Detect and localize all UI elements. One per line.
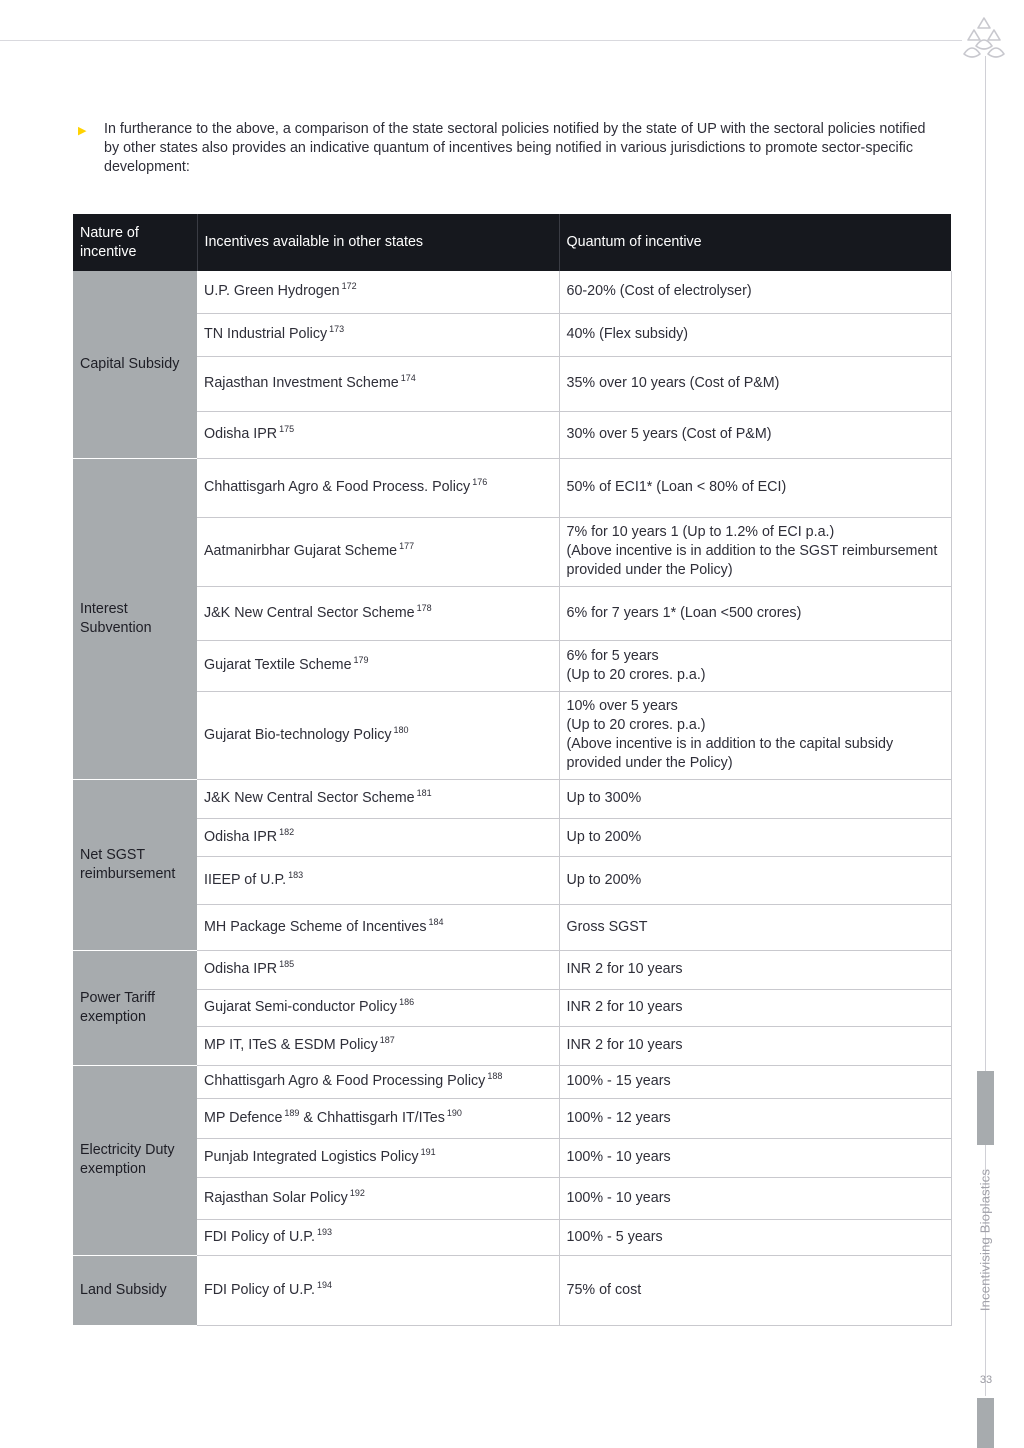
table-row <box>73 517 951 586</box>
scheme-cell: Gujarat Textile Scheme $^{179}$ <box>197 640 559 691</box>
scheme-cell: Aatmanirbhar Gujarat Scheme $^{177}$ <box>197 517 559 586</box>
header-rule <box>0 40 962 41</box>
table-row <box>73 640 951 691</box>
quantum-cell: 10% over 5 years (Up to 20 crores. p.a.) (Above incentive is in addition to the capital subsidy provided under the Policy) <box>559 691 951 779</box>
table-header-row <box>73 214 951 271</box>
scheme-cell: Odisha IPR $^{185}$ <box>197 950 559 989</box>
table-row <box>73 458 951 517</box>
table-row <box>73 779 951 818</box>
scheme-cell: Chhattisgarh Agro & Food Process. Policy $^{176}$ <box>197 458 559 517</box>
quantum-cell: 100% - 5 years <box>559 1219 951 1255</box>
quantum-cell: Up to 300% <box>559 779 951 818</box>
table-row <box>73 313 951 356</box>
quantum-cell: 6% for 5 years (Up to 20 crores. p.a.) <box>559 640 951 691</box>
table-row <box>73 856 951 904</box>
quantum-cell: Up to 200% <box>559 818 951 856</box>
table-row <box>73 691 951 779</box>
table-row <box>73 1026 951 1065</box>
quantum-cell: 100% - 10 years <box>559 1138 951 1177</box>
scheme-cell: IIEEP of U.P. $^{183}$ <box>197 856 559 904</box>
quantum-cell: INR 2 for 10 years <box>559 989 951 1026</box>
scheme-cell: Odisha IPR $^{182}$ <box>197 818 559 856</box>
scheme-cell: TN Industrial Policy $^{173}$ <box>197 313 559 356</box>
scheme-cell: Rajasthan Investment Scheme $^{174}$ <box>197 356 559 411</box>
quantum-cell: 40% (Flex subsidy) <box>559 313 951 356</box>
scheme-cell: J&K New Central Sector Scheme $^{178}$ <box>197 586 559 640</box>
category-capital-subsidy: Capital Subsidy <box>73 271 197 458</box>
scheme-cell: FDI Policy of U.P. $^{193}$ <box>197 1219 559 1255</box>
quantum-cell: Up to 200% <box>559 856 951 904</box>
scheme-cell: FDI Policy of U.P. $^{194}$ <box>197 1255 559 1325</box>
category-power-tariff: Power Tariff exemption <box>73 950 197 1065</box>
incentive-comparison-table <box>73 214 952 1326</box>
quantum-cell: 60-20% (Cost of electrolyser) <box>559 271 951 313</box>
table-row <box>73 950 951 989</box>
quantum-cell: 100% - 15 years <box>559 1065 951 1098</box>
scheme-cell: MP IT, ITeS & ESDM Policy $^{187}$ <box>197 1026 559 1065</box>
running-title: Incentivising Bioplastics <box>977 1168 993 1312</box>
scheme-cell: Chhattisgarh Agro & Food Processing Policy $^{188}$ <box>197 1065 559 1098</box>
header-incentives: Incentives available in other states <box>197 214 559 271</box>
scheme-cell: Odisha IPR $^{175}$ <box>197 411 559 458</box>
table-row <box>73 1177 951 1219</box>
table-row <box>73 586 951 640</box>
scheme-cell: MP Defence $^{189}$ & Chhattisgarh IT/ITes $^{190}$ <box>197 1098 559 1138</box>
quantum-cell: 35% over 10 years (Cost of P&M) <box>559 356 951 411</box>
quantum-cell: INR 2 for 10 years <box>559 1026 951 1065</box>
quantum-cell: INR 2 for 10 years <box>559 950 951 989</box>
category-electricity-duty: Electricity Duty exemption <box>73 1065 197 1255</box>
category-land-subsidy: Land Subsidy <box>73 1255 197 1325</box>
quantum-cell: 7% for 10 years 1 (Up to 1.2% of ECI p.a.) (Above incentive is in addition to the SGST reimbursement provided under the Policy) <box>559 517 951 586</box>
quantum-cell: 50% of ECI1* (Loan < 80% of ECI) <box>559 458 951 517</box>
table-row <box>73 1138 951 1177</box>
quantum-cell: 100% - 10 years <box>559 1177 951 1219</box>
table-row <box>73 356 951 411</box>
intro-bullet <box>78 120 928 177</box>
table-row <box>73 1098 951 1138</box>
intro-text: In furtherance to the above, a comparison of the state sectoral policies notified by the state of UP with the sectoral policies notified by other states also provides an indicative quantum of incentives being notified in various jurisdictions to promote sector-specific development: <box>104 121 926 175</box>
scheme-cell: Punjab Integrated Logistics Policy $^{191}$ <box>197 1138 559 1177</box>
section-marker-bar <box>977 1071 994 1145</box>
scheme-cell: Rajasthan Solar Policy $^{192}$ <box>197 1177 559 1219</box>
header-quantum: Quantum of incentive <box>559 214 951 271</box>
scheme-cell: J&K New Central Sector Scheme $^{181}$ <box>197 779 559 818</box>
recycle-leaf-logo-icon <box>958 14 1010 62</box>
table-row <box>73 1065 951 1098</box>
table-row <box>73 989 951 1026</box>
table-row <box>73 1219 951 1255</box>
scheme-cell: U.P. Green Hydrogen $^{172}$ <box>197 271 559 313</box>
quantum-cell: 6% for 7 years 1* (Loan <500 crores) <box>559 586 951 640</box>
table-row <box>73 271 951 313</box>
category-net-sgst: Net SGST reimbursement <box>73 779 197 950</box>
header-nature: Nature of incentive <box>73 214 197 271</box>
table-row <box>73 1255 951 1325</box>
category-interest-subvention: Interest Subvention <box>73 458 197 779</box>
triangle-bullet-icon: ▶ <box>78 125 87 137</box>
table-row <box>73 904 951 950</box>
quantum-cell: Gross SGST <box>559 904 951 950</box>
table-row <box>73 411 951 458</box>
table-row <box>73 818 951 856</box>
page-marker-bar <box>977 1398 994 1448</box>
quantum-cell: 100% - 12 years <box>559 1098 951 1138</box>
scheme-cell: Gujarat Bio-technology Policy $^{180}$ <box>197 691 559 779</box>
scheme-cell: MH Package Scheme of Incentives $^{184}$ <box>197 904 559 950</box>
scheme-cell: Gujarat Semi-conductor Policy $^{186}$ <box>197 989 559 1026</box>
quantum-cell: 30% over 5 years (Cost of P&M) <box>559 411 951 458</box>
quantum-cell: 75% of cost <box>559 1255 951 1325</box>
page-number: 33 <box>979 1374 993 1386</box>
